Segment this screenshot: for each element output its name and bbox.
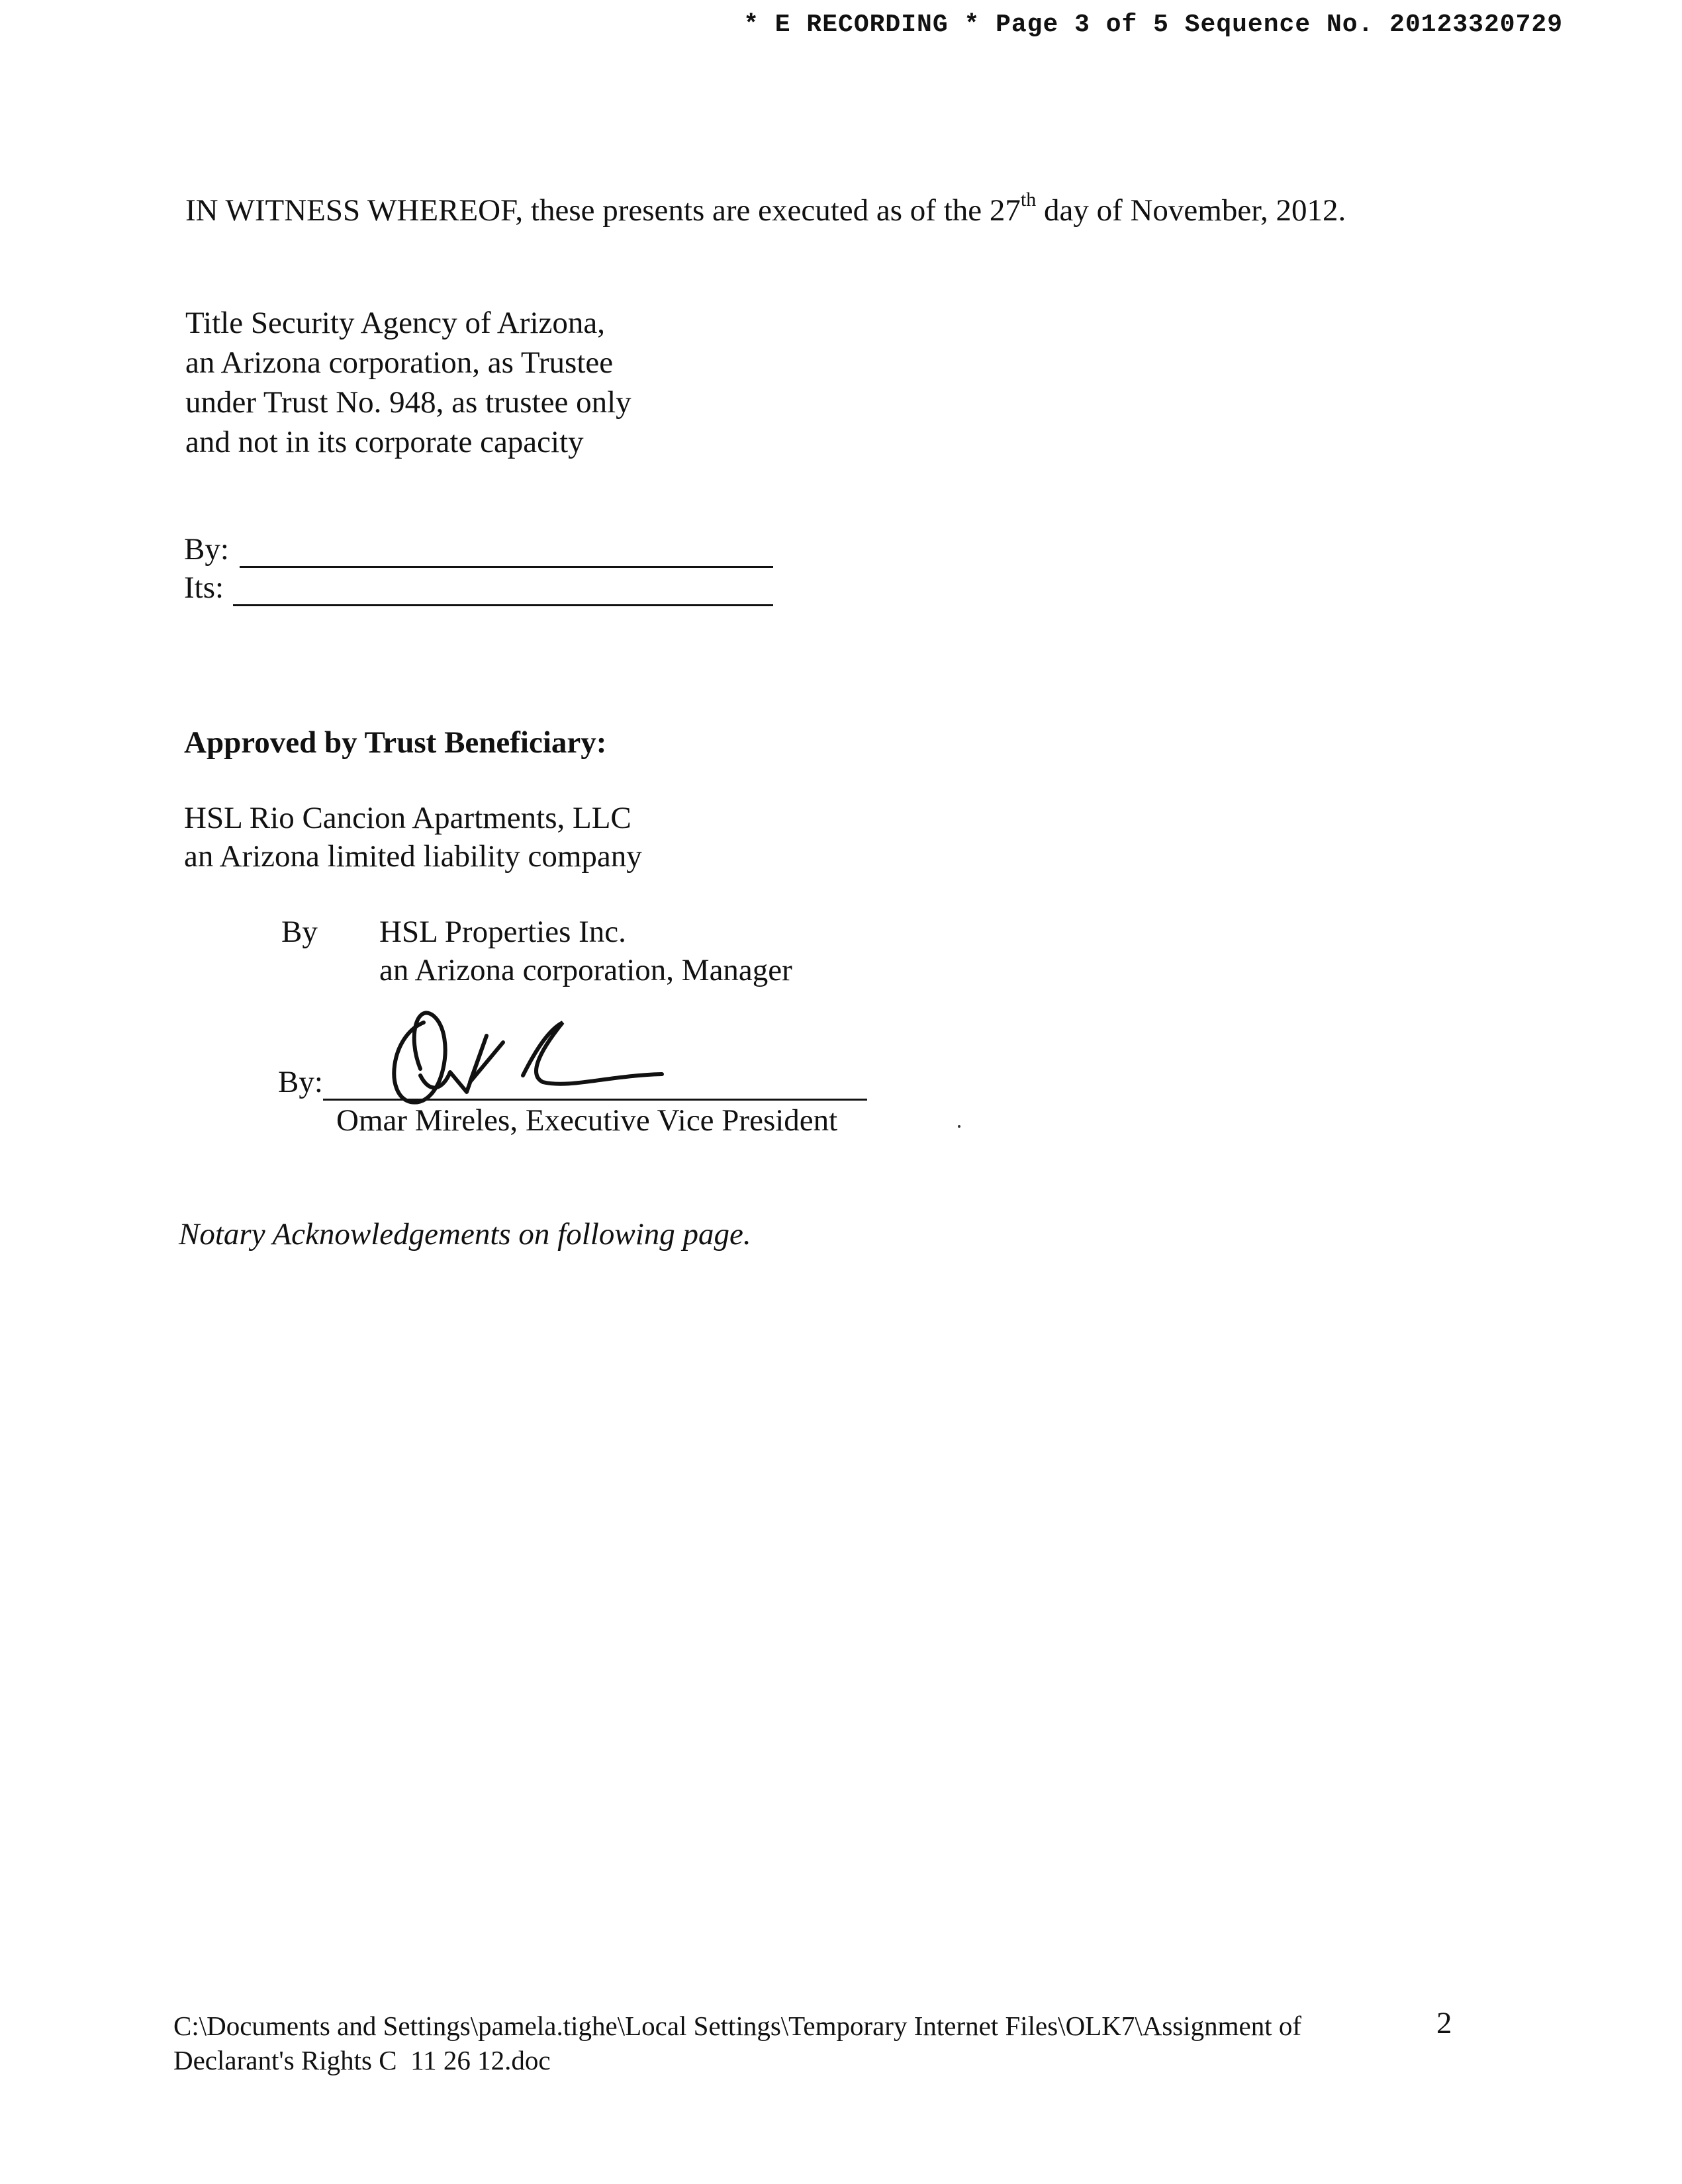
witness-superscript: th — [1020, 189, 1037, 210]
page-number: 2 — [1436, 2006, 1452, 2040]
trustee-by-label: By: — [184, 532, 229, 567]
manager-name: HSL Properties Inc. — [379, 915, 626, 949]
trustee-line: Title Security Agency of Arizona, — [185, 306, 605, 340]
witness-clause — [185, 191, 1346, 230]
recording-stamp: * E RECORDING * Page 3 of 5 Sequence No. 20123320729 — [743, 11, 1563, 39]
footer-path-line: Declarant's Rights C 11 26 12.doc — [173, 2045, 551, 2075]
footer-file-path — [173, 2009, 1301, 2077]
manager-description: an Arizona corporation, Manager — [379, 953, 792, 987]
trustee-its-signature-line — [233, 604, 773, 606]
witness-text-after: day of November, 2012. — [1036, 193, 1346, 228]
signature-by-label: By: — [278, 1065, 323, 1099]
stray-mark — [958, 1125, 960, 1128]
handwritten-signature — [371, 996, 688, 1115]
footer-path-line: C:\Documents and Settings\pamela.tighe\Local Settings\Temporary Internet Files\OLK7\Assignment of — [173, 2011, 1302, 2041]
trustee-by-signature-line — [240, 566, 773, 568]
company-name: HSL Rio Cancion Apartments, LLC — [184, 801, 631, 835]
trustee-its-label: Its: — [184, 570, 224, 605]
trustee-line: under Trust No. 948, as trustee only — [185, 385, 631, 420]
trustee-block — [185, 303, 631, 462]
manager-by-label: By — [281, 915, 318, 949]
company-type: an Arizona limited liability company — [184, 839, 642, 874]
approval-heading: Approved by Trust Beneficiary: — [184, 725, 607, 760]
trustee-line: and not in its corporate capacity — [185, 425, 584, 459]
trustee-line: an Arizona corporation, as Trustee — [185, 345, 614, 380]
signatory-name-title: Omar Mireles, Executive Vice President — [336, 1103, 838, 1138]
notary-note: Notary Acknowledgements on following page. — [179, 1217, 751, 1251]
witness-text-before: IN WITNESS WHEREOF, these presents are executed as of the 27 — [185, 193, 1021, 228]
